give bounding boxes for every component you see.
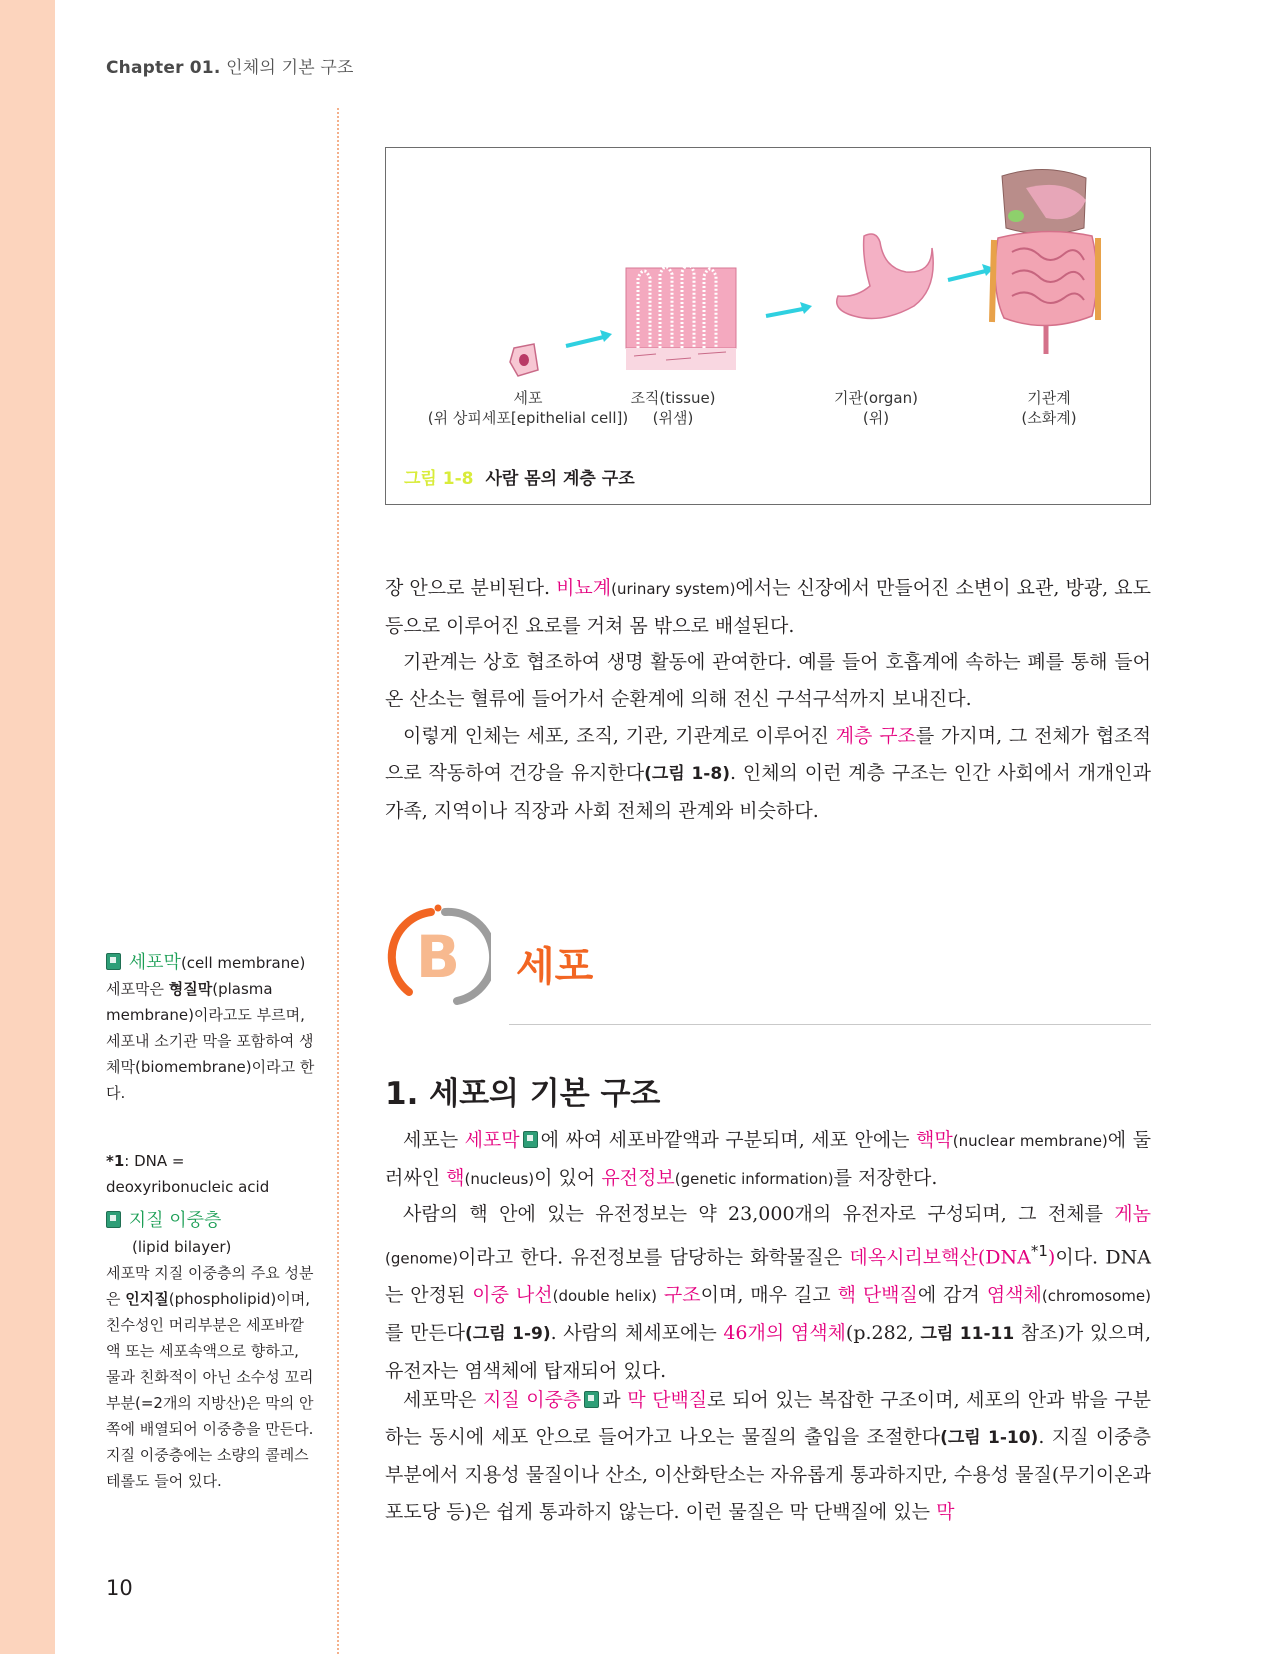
term-en: (genome) xyxy=(385,1249,458,1268)
term-membrane: 막 xyxy=(936,1501,955,1523)
page-side-strip xyxy=(0,0,55,1654)
arrow-3-icon xyxy=(948,264,994,280)
paragraph-urinary xyxy=(385,570,1151,645)
sidebar-term-en: (cell membrane) xyxy=(180,954,306,972)
organ-sublabel: (위) xyxy=(862,409,890,427)
tissue-drawing xyxy=(626,265,736,370)
figure-reference: 그림 11-11 xyxy=(920,1324,1015,1345)
figure-caption-number: 그림 1-8 xyxy=(404,469,474,489)
text: 이라고 한다. 유전정보를 담당하는 화학물질은 xyxy=(457,1246,850,1269)
text: 에 둘러싸인 xyxy=(385,1129,1152,1189)
term-en: (genetic information) xyxy=(674,1170,834,1188)
arrow-2-icon xyxy=(766,302,812,316)
term-en: (double helix) xyxy=(552,1287,658,1306)
text: (p.282, xyxy=(845,1322,921,1345)
term-genetic-information: 유전정보 xyxy=(601,1167,675,1189)
page-number: 10 xyxy=(106,1576,133,1600)
sidebar-text: 세포막 지질 이중층의 주요 성분은 xyxy=(106,1264,314,1308)
chapter-number: Chapter 01. xyxy=(106,58,221,78)
text: 에서는 신장에서 만들어진 소변이 요관, 방광, 요도 등으로 이루어진 요로를 거쳐 몸 밖으로 배설된다. xyxy=(385,577,1151,637)
chapter-title: 인체의 기본 구조 xyxy=(226,58,354,78)
text: 사람의 핵 안에 있는 유전정보는 약 23,000개의 유전자로 구성되며, 그 전체를 xyxy=(403,1203,1115,1225)
sidebar-note-cell-membrane xyxy=(106,950,316,1106)
text: 이며, 매우 길고 xyxy=(700,1284,838,1307)
note-book-icon xyxy=(106,953,121,970)
figure-caption xyxy=(404,464,635,489)
term-en: (urinary system) xyxy=(611,580,736,598)
term-en: (nuclear membrane) xyxy=(952,1132,1108,1150)
figure-label-system xyxy=(984,388,1114,428)
text: 에 싸여 세포바깥액과 구분되며, 세포 안에는 xyxy=(540,1129,917,1151)
text: 를 만든다 xyxy=(385,1322,466,1345)
sidebar-bold-term: 인지질 xyxy=(125,1290,169,1308)
sidebar-text: (phospholipid)이며, 친수성인 머리부분은 세포바깥액 또는 세포속액으로 향하고, 물과 친화적이 아닌 소수성 꼬리부분(=2개의 지방산)은 막의 안쪽에 배열되어 이중층을 만든다. 지질 이중층에는 소량의 콜레스테롤도 들어 있다. xyxy=(106,1290,314,1490)
term-double-helix: 이중 나선 xyxy=(472,1284,553,1307)
note-book-icon xyxy=(584,1391,599,1408)
cell-sublabel: (위 상피세포[epithelial cell]) xyxy=(427,409,629,427)
text: 기관계는 상호 협조하여 생명 활동에 관여한다. 예를 들어 호흡계에 속하는 폐를 통해 들어온 산소는 혈류에 들어가서 순환계에 의해 전신 구석구석까지 보내진다. xyxy=(385,651,1151,710)
figure-caption-text: 사람 몸의 계층 구조 xyxy=(485,469,635,489)
paragraph-membrane xyxy=(385,1382,1151,1531)
system-label: 기관계 xyxy=(1027,389,1071,407)
term-urinary-system: 비뇨계 xyxy=(556,577,612,599)
figure-1-8 xyxy=(385,147,1151,505)
paragraph-cell-nucleus xyxy=(385,1122,1151,1198)
footnote-marker: *1 xyxy=(1030,1242,1048,1260)
column-divider xyxy=(337,108,339,1654)
text: 세포막은 xyxy=(403,1389,483,1411)
paragraph-genome xyxy=(385,1196,1151,1390)
term-46-chromosomes: 46개의 염색체 xyxy=(723,1322,846,1345)
text: . 인체의 이런 계층 구조는 인간 사회에서 개개인과 가족, 지역이나 직장과 사회 전체의 관계와 비슷하다. xyxy=(385,762,1151,822)
term-cell-membrane: 세포막 xyxy=(464,1129,520,1151)
text: 이렇게 인체는 세포, 조직, 기관, 기관계로 이루어진 xyxy=(403,725,836,747)
text: 로 되어 있는 복잡한 구조이며, 세포의 안과 밖을 구분하는 동시에 세포 안으로 들어가고 나오는 물질의 출입을 조절한다 xyxy=(385,1389,1151,1448)
text: 과 xyxy=(602,1389,628,1411)
sidebar-term: 지질 이중층 xyxy=(128,1210,222,1231)
tissue-label: 조직(tissue) xyxy=(630,389,716,407)
term-membrane-protein: 막 단백질 xyxy=(627,1389,708,1411)
term-structure: 구조 xyxy=(657,1284,701,1307)
text: 세포는 xyxy=(403,1129,465,1151)
text: . 지질 이중층 부분에서 지용성 물질이나 산소, 이산화탄소는 자유롭게 통과하지만, 수용성 물질(무기이온과 포도당 등)은 쉽게 통과하지 않는다. 이런 물질은 막 단백질에 있는 xyxy=(385,1426,1151,1523)
arrow-1-icon xyxy=(566,330,612,346)
sidebar-bold-term: 형질막 xyxy=(168,980,213,998)
term-nuclear-membrane: 핵막 xyxy=(916,1129,953,1151)
paragraph-organ-systems xyxy=(385,644,1151,718)
sidebar-text: 세포막은 xyxy=(106,980,169,998)
digestive-system-drawing xyxy=(992,169,1098,354)
paragraph-hierarchy xyxy=(385,718,1151,830)
term-nucleus: 핵 xyxy=(446,1167,465,1189)
sidebar-term: 세포막 xyxy=(128,952,181,973)
sidebar-footnote xyxy=(106,1148,316,1200)
section-title: 세포 xyxy=(516,944,594,990)
running-header xyxy=(106,53,354,78)
term-en: (chromosome) xyxy=(1041,1287,1151,1306)
system-sublabel: (소화계) xyxy=(1021,409,1077,427)
term-en: (nucleus) xyxy=(464,1170,535,1188)
note-book-icon xyxy=(106,1211,121,1228)
term-lipid-bilayer: 지질 이중층 xyxy=(482,1389,582,1411)
stomach-drawing xyxy=(837,234,933,318)
figure-reference: (그림 1-9) xyxy=(465,1324,551,1345)
term-hierarchy: 계층 구조 xyxy=(835,725,916,747)
text: 이 있어 xyxy=(534,1167,602,1189)
text: 를 저장한다. xyxy=(833,1167,938,1189)
organ-label: 기관(organ) xyxy=(834,389,918,407)
term-dna-close: ) xyxy=(1047,1246,1056,1269)
figure-label-organ xyxy=(811,388,941,428)
sidebar-text: (plasma membrane)이라고도 부르며, 세포내 소기관 막을 포함하여 생체막(biomembrane)이라고 한다. xyxy=(106,980,315,1102)
subsection-heading: 1. 세포의 기본 구조 xyxy=(385,1076,661,1112)
sidebar-note-lipid-bilayer xyxy=(106,1208,316,1494)
text: . 사람의 체세포에는 xyxy=(550,1322,724,1345)
cell-drawing xyxy=(510,344,538,376)
sidebar-term-en: (lipid bilayer) xyxy=(132,1238,232,1256)
tissue-sublabel: (위샘) xyxy=(652,409,694,427)
text: 이다. DNA는 안정된 xyxy=(385,1246,1151,1307)
term-genome: 게놈 xyxy=(1114,1203,1151,1225)
cell-label: 세포 xyxy=(513,389,543,407)
term-chromosome: 염색체 xyxy=(986,1284,1042,1307)
text: 를 가지며, 그 전체가 협조적으로 작동하여 건강을 유지한다 xyxy=(385,725,1151,784)
term-dna: 데옥시리보핵산(DNA xyxy=(849,1246,1031,1269)
term-nuclear-protein: 핵 단백질 xyxy=(837,1284,918,1307)
text: 장 안으로 분비된다. xyxy=(385,577,557,599)
text: 참조)가 있으며, 유전자는 염색체에 탑재되어 있다. xyxy=(385,1322,1151,1383)
hierarchy-illustration xyxy=(386,148,1152,506)
note-book-icon xyxy=(523,1131,538,1148)
figure-reference: (그림 1-10) xyxy=(940,1428,1039,1448)
figure-label-tissue xyxy=(608,388,738,428)
footnote-label: *1 xyxy=(106,1152,125,1170)
text: 에 감겨 xyxy=(917,1284,987,1307)
footnote-text: : DNA = deoxyribonucleic acid xyxy=(106,1152,270,1196)
section-letter: B xyxy=(415,923,461,991)
section-rule xyxy=(509,1024,1151,1025)
figure-reference: (그림 1-8) xyxy=(644,764,730,784)
